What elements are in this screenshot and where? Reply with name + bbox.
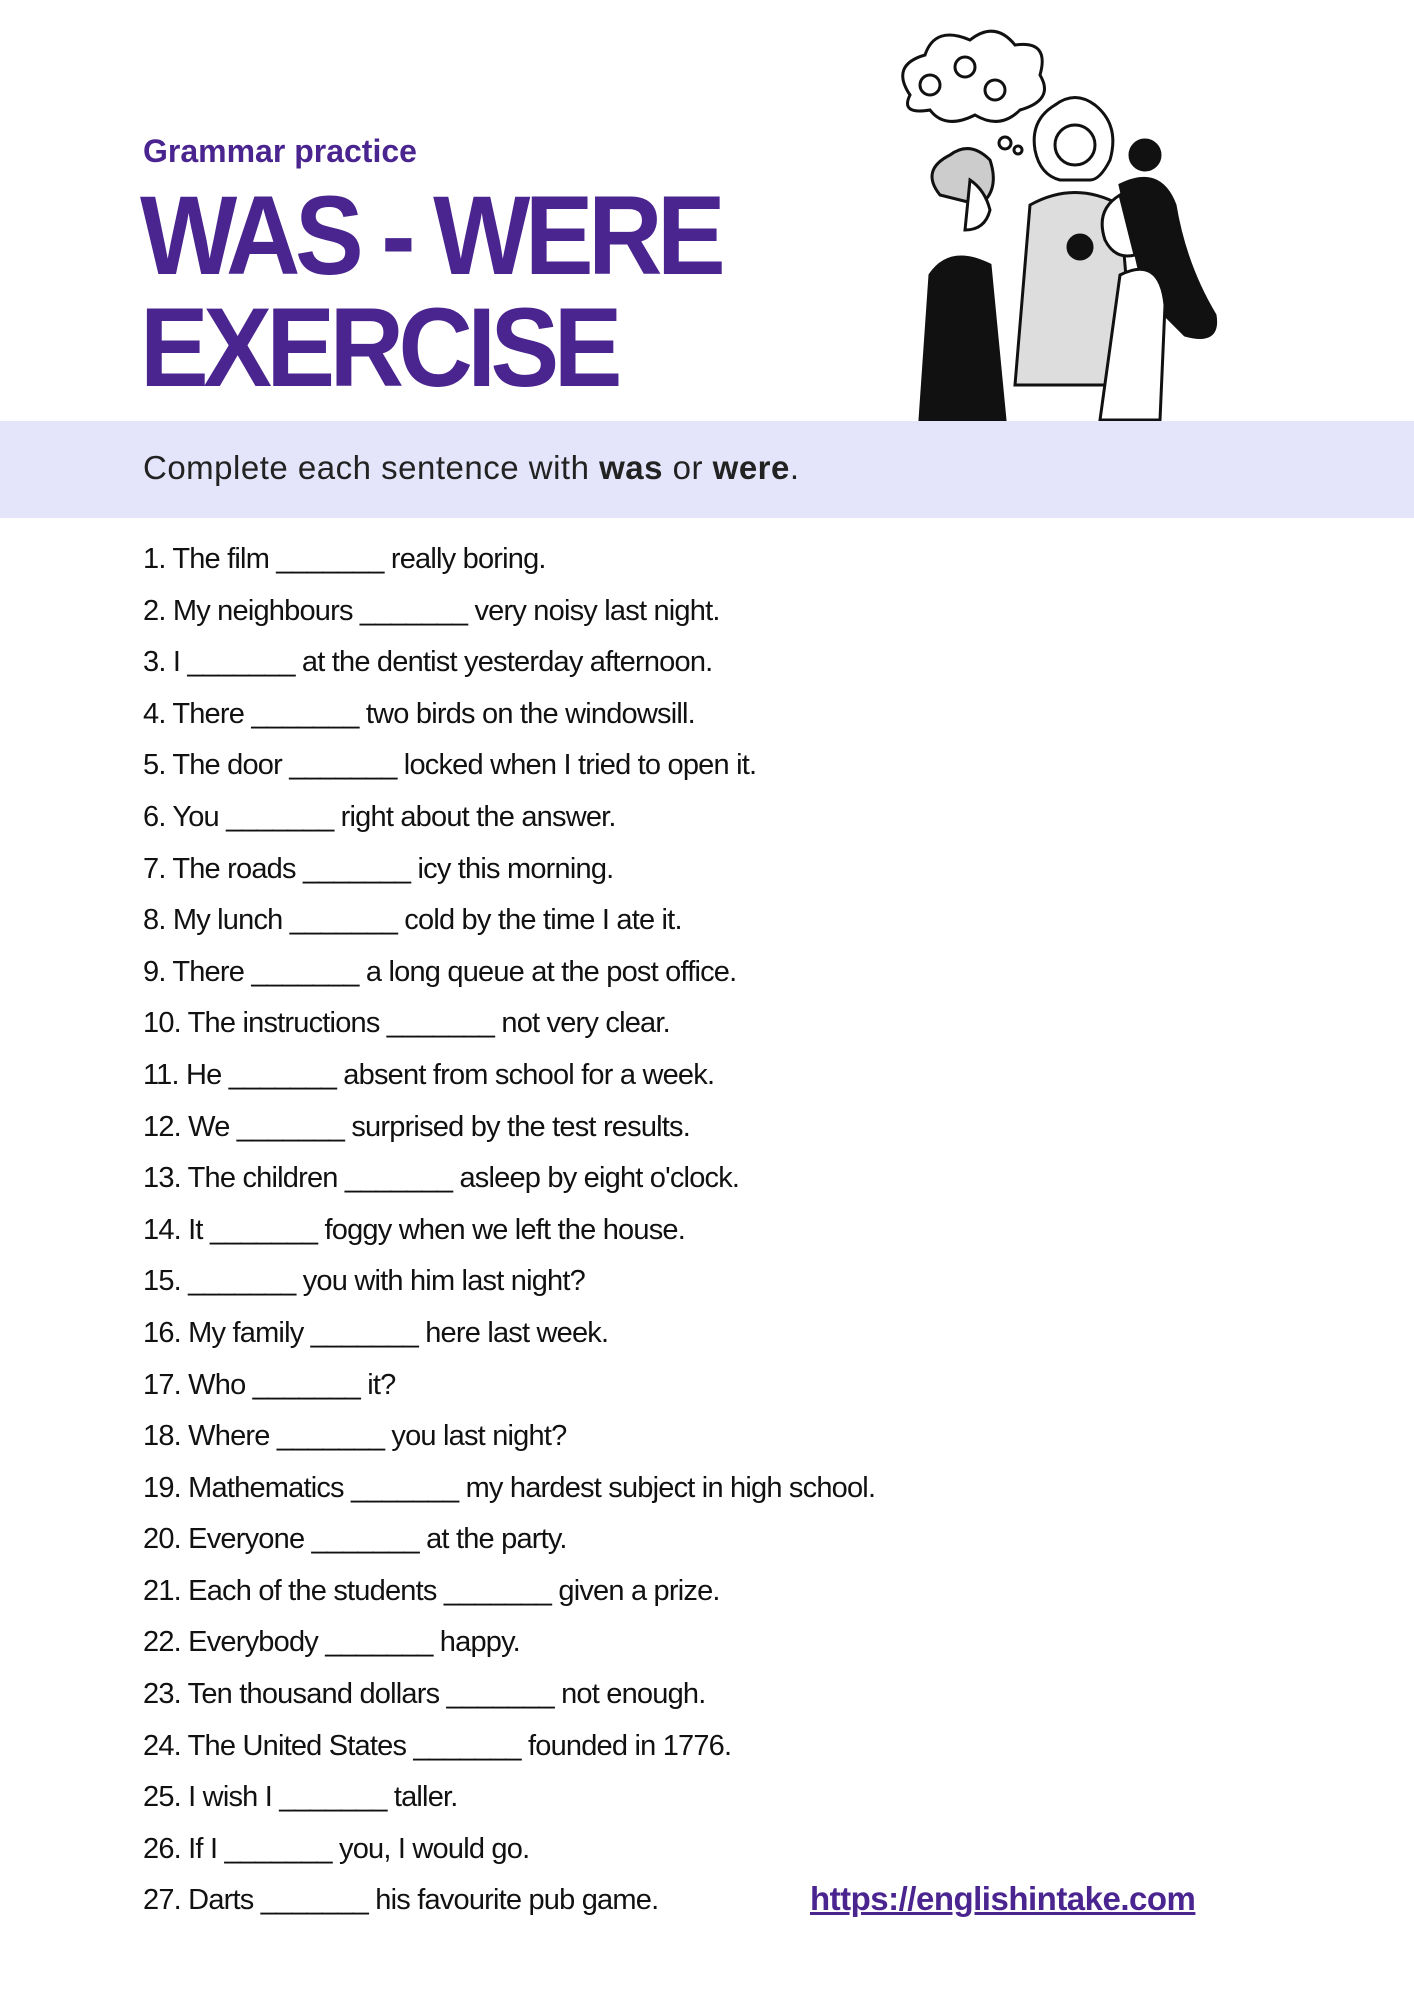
exercise-item: 25. I wish I _______ taller. [143, 1781, 458, 1814]
exercise-item: 19. Mathematics _______ my hardest subject in high school. [143, 1471, 876, 1504]
people-talking-illustration [880, 25, 1280, 421]
exercise-item: 4. There _______ two birds on the windowsill. [143, 697, 695, 730]
instructions-prefix: Complete each sentence with [143, 449, 600, 486]
exercise-list [143, 538, 875, 1931]
exercise-item: 23. Ten thousand dollars _______ not enough. [143, 1678, 706, 1711]
exercise-item: 8. My lunch _______ cold by the time I ate it. [143, 904, 682, 937]
exercise-item: 6. You _______ right about the answer. [143, 800, 616, 833]
exercise-item: 18. Where _______ you last night? [143, 1420, 567, 1453]
exercise-item: 22. Everybody _______ happy. [143, 1626, 520, 1659]
exercise-item: 10. The instructions _______ not very clear. [143, 1007, 670, 1040]
exercise-item: 7. The roads _______ icy this morning. [143, 852, 614, 885]
exercise-item: 21. Each of the students _______ given a prize. [143, 1574, 720, 1607]
exercise-item: 1. The film _______ really boring. [143, 543, 546, 575]
title-line-1: WAS - WERE [140, 173, 721, 298]
exercise-item: 16. My family _______ here last week. [143, 1316, 609, 1349]
exercise-item: 2. My neighbours _______ very noisy last night. [143, 594, 720, 627]
exercise-item: 26. If I _______ you, I would go. [143, 1832, 530, 1865]
exercise-item: 9. There _______ a long queue at the post office. [143, 955, 737, 988]
exercise-item: 11. He _______ absent from school for a week. [143, 1058, 715, 1091]
instructions [143, 446, 800, 490]
exercise-item: 14. It _______ foggy when we left the house. [143, 1213, 685, 1246]
exercise-item: 5. The door _______ locked when I tried to open it. [143, 749, 757, 782]
exercise-item: 20. Everyone _______ at the party. [143, 1523, 567, 1556]
exercise-item: 27. Darts _______ his favourite pub game. [143, 1884, 659, 1917]
instructions-middle: or [662, 449, 713, 486]
exercise-item: 3. I _______ at the dentist yesterday afternoon. [143, 646, 713, 679]
exercise-item: 15. _______ you with him last night? [143, 1265, 585, 1298]
exercise-item: 24. The United States _______ founded in 1776. [143, 1729, 732, 1762]
exercise-item: 13. The children _______ asleep by eight o'clock. [143, 1162, 740, 1195]
instructions-word-was: was [599, 449, 663, 486]
exercise-item: 12. We _______ surprised by the test results. [143, 1110, 691, 1143]
page-title [140, 173, 721, 410]
title-line-2: EXERCISE [140, 285, 617, 410]
instructions-suffix: . [789, 449, 800, 486]
exercise-item: 17. Who _______ it? [143, 1368, 396, 1401]
website-link[interactable]: https://englishintake.com [810, 1880, 1196, 1917]
instructions-word-were: were [712, 449, 790, 486]
subtitle: Grammar practice [143, 133, 417, 169]
